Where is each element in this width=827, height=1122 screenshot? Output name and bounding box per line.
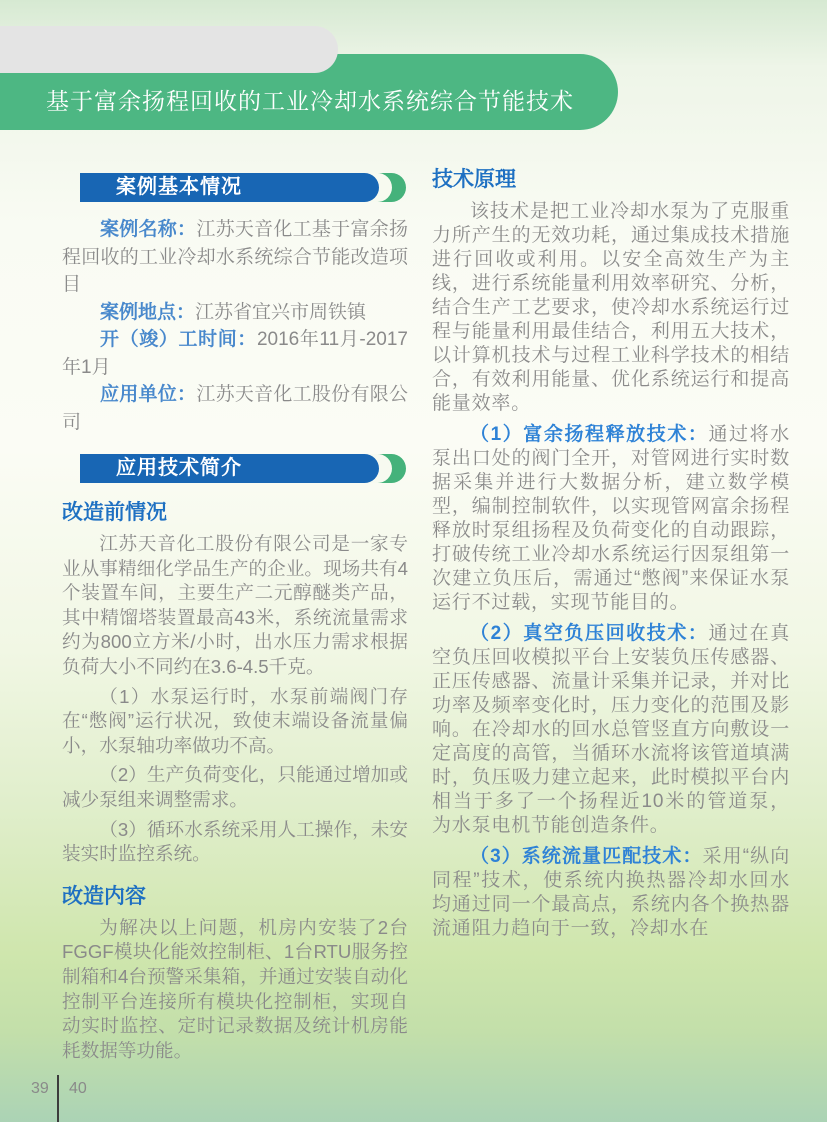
page-number-left: 39 — [31, 1080, 49, 1097]
section-banner-tech-intro — [80, 454, 406, 483]
tech-item-3 — [432, 845, 790, 941]
tech-item-2 — [432, 622, 790, 838]
paragraph: （2）生产负荷变化，只能通过增加或减少泵组来调整需求。 — [62, 764, 408, 810]
field-value: 2016年11月-2017年1月 — [62, 329, 408, 378]
tech-item-text: 采用“纵向同程”技术，使系统内换热器冷却水回水均通过同一个最高点，系统内各个换热器流通阻力趋向于一致，冷却水在 — [432, 846, 790, 939]
field-application-unit — [62, 381, 408, 436]
field-label: 开（竣）工时间： — [100, 329, 257, 350]
header-gray-capsule — [0, 26, 338, 73]
field-label: 应用单位： — [100, 384, 197, 405]
case-info-fields — [62, 216, 408, 436]
footer-divider — [57, 1075, 59, 1122]
tech-item-text: 通过将水泵出口处的阀门全开，对管网进行实时数据采集并进行大数据分析，建立数学模型，编制控制软件，以实现管网富余扬程释放时泵组扬程及负荷变化的自动跟踪，打破传统工业冷却水系统运行因泵组第一次建立负压后，需通过“憋阀”来保证水泵运行不过载，实现节能目的。 — [432, 424, 790, 613]
field-case-name — [62, 216, 408, 299]
left-column — [62, 165, 408, 1063]
banner-title: 应用技术简介 — [80, 454, 379, 483]
banner-title: 案例基本情况 — [80, 173, 379, 202]
right-column — [432, 163, 790, 941]
paragraph: 该技术是把工业冷却水泵为了克服重力所产生的无效功耗，通过集成技术措施进行回收或利用。以安全高效生产为主线，进行系统能量利用效率研究、分析，结合生产工艺要求，使冷却水系统运行过程与能量利用最佳结合，利用五大技术，以计算机技术与过程工业科学技术的相结合，有效利用能量、优化系统运行和提高能量效率。 — [432, 201, 790, 414]
page-number-right: 40 — [69, 1080, 87, 1097]
field-value: 江苏省宜兴市周铁镇 — [195, 301, 367, 323]
tech-item-label: （2）真空负压回收技术： — [470, 623, 709, 644]
paragraph: 为解决以上问题，机房内安装了2台FGGF模块化能效控制柜、1台RTU服务控制箱和4台预警采集箱，并通过安装自动化控制平台连接所有模块化控制柜，实现自动实时监控、定时记录数据及统计机房能耗数据等功能。 — [62, 916, 408, 1061]
heading-before-renovation: 改造前情况 — [62, 501, 167, 524]
field-label: 案例名称： — [100, 219, 197, 240]
field-value: 江苏天音化工股份有限公司 — [62, 384, 408, 433]
heading-tech-principle: 技术原理 — [432, 168, 516, 191]
field-value: 江苏天音化工基于富余扬程回收的工业冷却水系统综合节能改造项目 — [62, 219, 408, 295]
tech-item-label: （3）系统流量匹配技术： — [470, 846, 703, 867]
paragraph: 江苏天音化工股份有限公司是一家专业从事精细化学品生产的企业。现场共有4个装置车间，主要生产二元醇醚类产品，其中精馏塔装置最高43米，系统流量需求约为800立方米/小时，出水压力需求根据负荷大小不同约在3.6-4.5千克。 — [62, 533, 408, 677]
field-construction-time — [62, 326, 408, 381]
section-banner-case-info — [80, 173, 406, 202]
paragraph: （1）水泵运行时，水泵前端阀门存在“憋阀”运行状况，致使末端设备流量偏小，水泵轴功率做功不高。 — [62, 685, 408, 756]
page-title: 基于富余扬程回收的工业冷却水系统综合节能技术 — [46, 87, 574, 114]
paragraph: （3）循环水系统采用人工操作，未安装实时监控系统。 — [62, 818, 408, 865]
tech-item-label: （1）富余扬程释放技术： — [470, 424, 709, 445]
heading-renovation-content: 改造内容 — [62, 884, 146, 908]
tech-item-text: 通过在真空负压回收模拟平台上安装负压传感器、正压传感器、流量计采集并记录，并对比功率及频率变化时，压力变化的范围及影响。在冷却水的回水总管竖直方向敷设一定高度的高管，当循环水流将该管道填满时，负压吸力建立起来，此时模拟平台内相当于多了一个扬程近10米的管道泵，为水泵电机节能创造条件。 — [432, 623, 790, 836]
field-case-location — [62, 299, 408, 327]
tech-item-1 — [432, 423, 790, 615]
field-label: 案例地点： — [100, 301, 196, 323]
